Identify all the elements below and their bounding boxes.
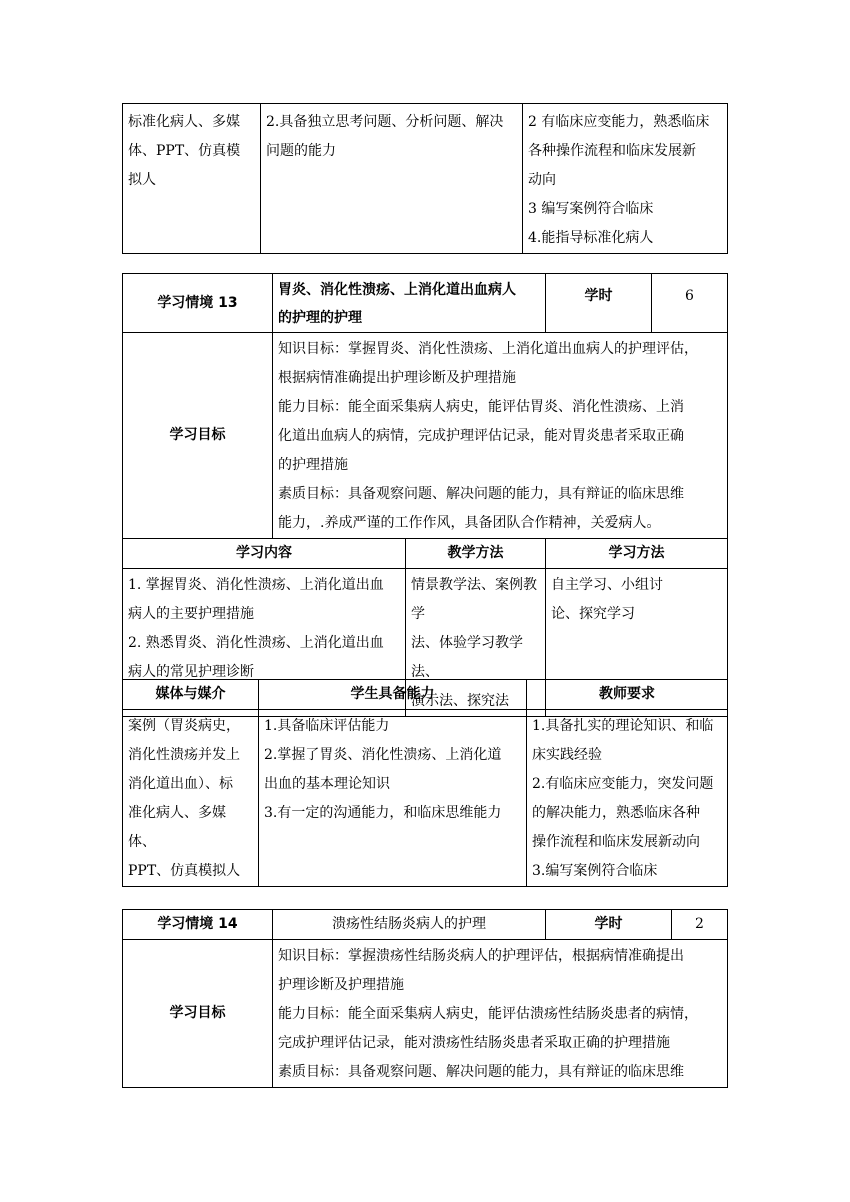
content-header: 学习内容 [123,539,406,569]
situation-14-table [122,909,728,1088]
situation-13-table [122,273,728,717]
method-cell: 情景教学法、案例教学 法、体验学习教学法、 演示法、探究法 [406,569,546,717]
continuation-table [122,103,728,254]
situation-label: 学习情境 14 [123,910,273,940]
media-cell: 案例（胃炎病史， 消化性溃疡并发上 消化道出血）、标 准化病人、多媒体、 PPT、仿真模拟人 [123,710,259,887]
learn-cell: 自主学习、小组讨 论、探究学习 [546,569,728,717]
situation-title: 胃炎、消化性溃疡、上消化道出血病人 的护理的护理 [273,274,546,333]
teacher-header: 教师要求 [527,680,728,710]
table-row [123,710,728,887]
goal-text: 知识目标：掌握溃疡性结肠炎病人的护理评估，根据病情准确提出 护理诊断及护理措施 能力目标：能全面采集病人病史，能评估溃疡性结肠炎患者的病情， 完成护理评估记录，能对溃疡性结肠炎患者采取正确的护理措施 素质目标：具备观察问题、解决问题的能力，具有辩证的临床思维 [273,940,728,1088]
table-row [123,940,728,1088]
teacher-cell: 1.具备扎实的理论知识、和临 床实践经验 2.有临床应变能力，突发问题 的解决能力，熟悉临床各种 操作流程和临床发展新动向 3.编写案例符合临床 [527,710,728,887]
table-row [123,104,728,254]
situation-13-media-table [122,679,728,887]
learn-header: 学习方法 [546,539,728,569]
goal-text: 知识目标：掌握胃炎、消化性溃疡、上消化道出血病人的护理评估， 根据病情准确提出护理诊断及护理措施 能力目标：能全面采集病人病史，能评估胃炎、消化性溃疡、上消 化道出血病人的病情，完成护理评估记录，能对胃炎患者采取正确 的护理措施 素质目标：具备观察问题、解决问题的能力，具有辩证的临床思维 能力，.养成严谨的工作作风，具备团队合作精神，关爱病人。 [273,333,728,539]
situation-label: 学习情境 13 [123,274,273,333]
content-cell: 1. 掌握胃炎、消化性溃疡、上消化道出血 病人的主要护理措施 2. 熟悉胃炎、消化性溃疡、上消化道出血 病人的常见护理诊断 [123,569,406,717]
table-row [123,274,728,333]
media-header: 媒体与媒介 [123,680,259,710]
ability-header: 学生具备能力 [259,680,527,710]
table-row [123,680,728,710]
table-row [123,539,728,569]
media-cell: 标准化病人、多媒 体、PPT、仿真模 拟人 [123,104,261,254]
goal-label: 学习目标 [123,333,273,539]
hours-label: 学时 [546,910,672,940]
goal-label: 学习目标 [123,940,273,1088]
situation-title: 溃疡性结肠炎病人的护理 [273,910,546,940]
method-header: 教学方法 [406,539,546,569]
table-row [123,333,728,539]
hours-value: 6 [652,274,728,333]
hours-label: 学时 [546,274,652,333]
table-row [123,910,728,940]
ability-cell: 2.具备独立思考问题、分析问题、解决 问题的能力 [261,104,523,254]
hours-value: 2 [672,910,728,940]
ability-cell: 1.具备临床评估能力 2.掌握了胃炎、消化性溃疡、上消化道 出血的基本理论知识 3.有一定的沟通能力，和临床思维能力 [259,710,527,887]
teacher-cell: 2 有临床应变能力，熟悉临床 各种操作流程和临床发展新 动向 3 编写案例符合临床 4.能指导标准化病人 [523,104,728,254]
